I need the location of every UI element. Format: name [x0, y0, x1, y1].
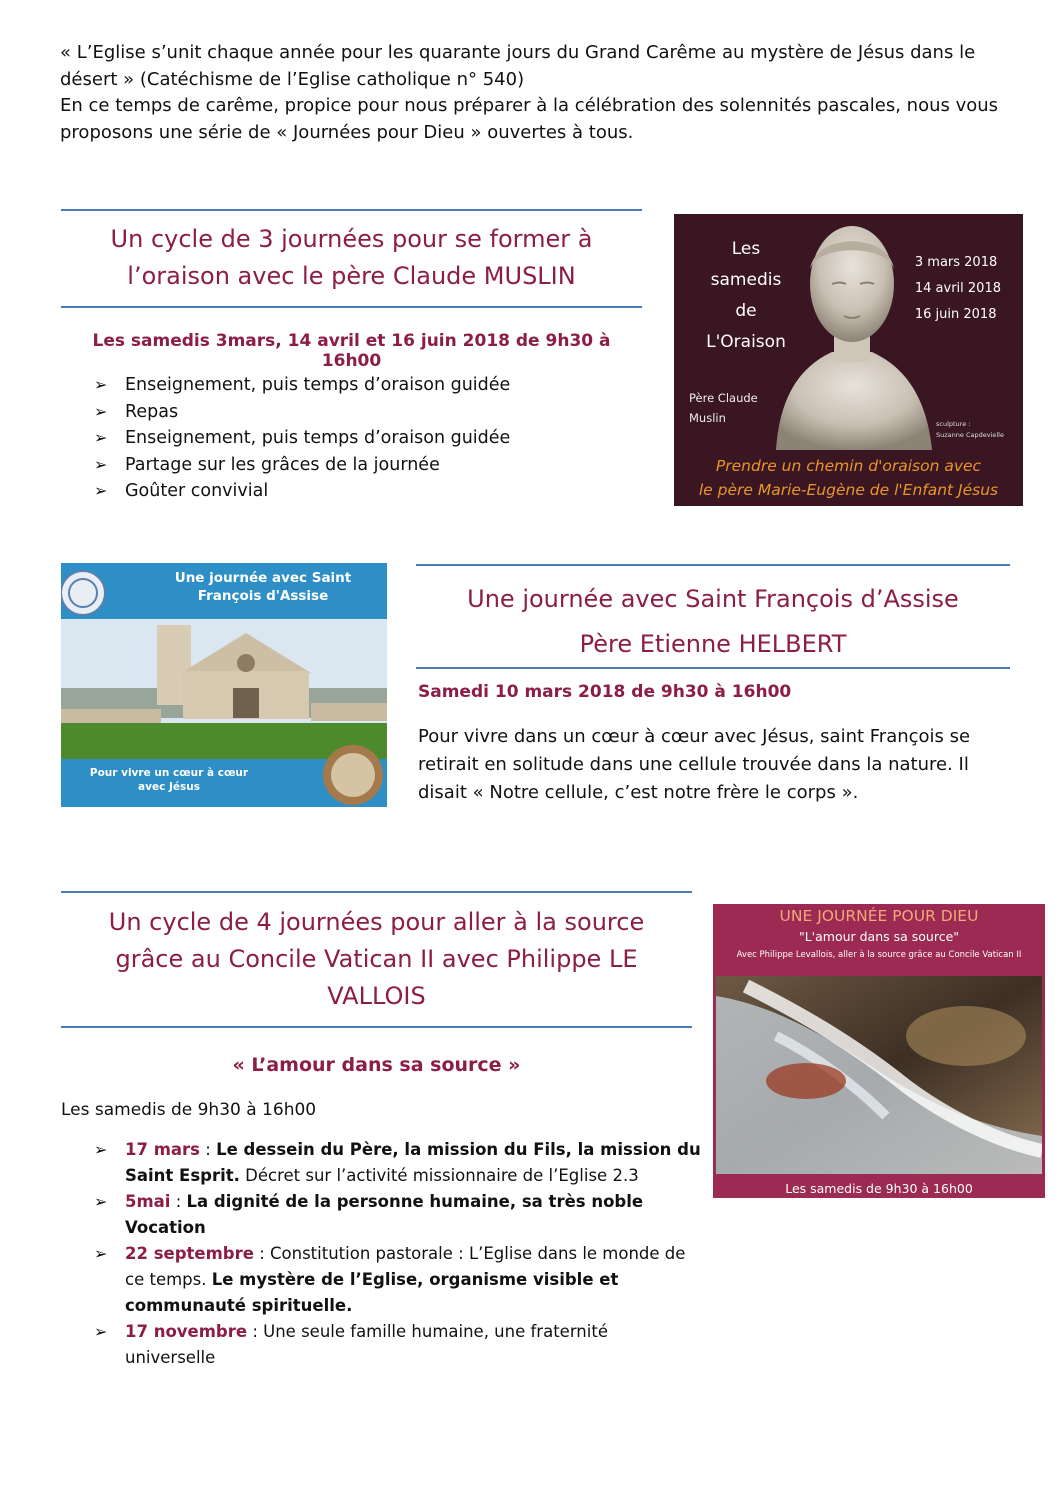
poster3-footer: Les samedis de 9h30 à 16h00	[785, 1181, 973, 1196]
section1-list	[61, 372, 661, 505]
item-sep: :	[247, 1322, 264, 1341]
assise-poster	[61, 563, 387, 807]
list-item	[61, 478, 661, 505]
poster2-bottom-line2: avec Jésus	[138, 781, 200, 793]
poster1-sculpture-credit	[936, 419, 1004, 441]
poster1-date: 16 juin 2018	[914, 307, 997, 322]
poster2-title	[156, 569, 370, 605]
list-item-text: Goûter convivial	[125, 481, 269, 501]
poster1-author	[689, 388, 758, 428]
item-text: Une seule famille humaine, une fraternité universelle	[125, 1322, 608, 1367]
item-bold: La dignité de la personne humaine, sa très noble Vocation	[125, 1192, 644, 1237]
section2-bottom-rule	[416, 667, 1010, 669]
section1-top-rule	[61, 209, 642, 211]
section3-subtitle: « L’amour dans sa source »	[232, 1054, 521, 1076]
poster2-bottom-text	[79, 766, 259, 794]
intro-proposal: En ce temps de carême, propice pour nous préparer à la célébration des solennités pascales, nous vous proposons une série de « Journées pour Dieu » ouvertes à tous.	[60, 95, 999, 143]
poster1-title-line: de	[735, 301, 757, 321]
list-item	[61, 399, 661, 426]
poster2-bottom-line1: Pour vivre un cœur à cœur	[89, 767, 249, 779]
item-date: 5mai	[125, 1192, 171, 1211]
list-item	[61, 452, 661, 479]
section2-title	[416, 577, 1010, 667]
poster1-caption-line2: le père Marie-Eugène de l'Enfant Jésus	[698, 481, 999, 499]
poster3-subtitle: "L'amour dans sa source"	[798, 929, 960, 944]
poster1-caption-line1: Prendre un chemin d'oraison avec	[715, 457, 982, 475]
section2-top-rule	[416, 564, 1010, 566]
section3-top-rule	[61, 891, 692, 893]
list-item	[61, 1137, 701, 1189]
section2-title-line1: Une journée avec Saint François d’Assise	[467, 585, 959, 613]
arrow-bullet-icon: ➢	[94, 1192, 108, 1211]
poster1-title-line: Les	[731, 239, 761, 259]
item-bold: Le mystère de l’Eglise, organisme visible et communauté spirituelle.	[125, 1270, 619, 1315]
poster1-title	[696, 234, 796, 358]
section3-title-line1: Un cycle de 4 journées pour aller à la source	[108, 908, 645, 936]
item-sep: :	[253, 1244, 271, 1263]
section3-title-line2: grâce au Concile Vatican II avec Philippe LE	[115, 945, 638, 973]
poster1-dates	[915, 250, 1001, 328]
poster3-title: UNE JOURNÉE POUR DIEU	[779, 907, 979, 925]
poster1-credit-line: Suzanne Capdevielle	[936, 431, 1004, 439]
section1-title-line1: Un cycle de 3 journées pour se former à	[110, 225, 593, 253]
intro-quote: « L’Eglise s’unit chaque année pour les quarante jours du Grand Carême au mystère de Jésus dans le désert » (Catéchisme de l’Eglise catholique n° 540)	[60, 42, 976, 90]
poster2-title-line1: Une journée avec Saint	[174, 570, 352, 586]
section1-title	[61, 221, 642, 295]
arrow-bullet-icon: ➢	[94, 428, 108, 447]
list-item	[61, 1319, 701, 1371]
section3-title	[61, 904, 692, 1015]
poster2-title-line2: François d'Assise	[197, 588, 329, 604]
poster1-author-line: Père Claude	[689, 391, 758, 405]
poster3-description: Avec Philippe Levallois, aller à la source grâce au Concile Vatican II	[736, 950, 1022, 960]
item-date: 17 mars	[125, 1140, 200, 1159]
poster1-date: 14 avril 2018	[914, 281, 1001, 296]
poster1-title-line: samedis	[710, 270, 782, 290]
item-sep: :	[170, 1192, 187, 1211]
item-text: Constitution pastorale : L’Eglise dans le monde de ce temps.	[125, 1244, 686, 1289]
water-stream-image	[716, 976, 1042, 1174]
intro-text	[60, 40, 1000, 146]
section1-bottom-rule	[61, 306, 642, 308]
list-item	[61, 1189, 701, 1241]
arrow-bullet-icon: ➢	[94, 1140, 108, 1159]
poster1-date: 3 mars 2018	[914, 255, 998, 270]
list-item-text: Partage sur les grâces de la journée	[125, 454, 440, 475]
poster1-caption	[674, 454, 1023, 502]
section3-title-line3: VALLOIS	[327, 982, 426, 1010]
list-item	[61, 372, 661, 399]
arrow-bullet-icon: ➢	[94, 1322, 108, 1341]
item-text: Décret sur l’activité missionnaire de l’Eglise 2.3	[239, 1166, 639, 1185]
source-poster	[713, 904, 1045, 1198]
arrow-bullet-icon: ➢	[94, 401, 108, 421]
list-item-text: Repas	[125, 401, 179, 422]
section1-title-line2: l’oraison avec le père Claude MUSLIN	[127, 262, 576, 290]
poster1-credit-line: sculpture :	[936, 420, 971, 428]
list-item	[61, 425, 661, 452]
arrow-bullet-icon: ➢	[94, 1244, 108, 1263]
section1-subtitle: Les samedis 3mars, 14 avril et 16 juin 2018 de 9h30 à 16h00	[92, 331, 611, 371]
section3-intro: Les samedis de 9h30 à 16h00	[61, 1100, 317, 1120]
section2-subtitle: Samedi 10 mars 2018 de 9h30 à 16h00	[418, 682, 792, 702]
item-date: 22 septembre	[125, 1244, 254, 1263]
arrow-bullet-icon: ➢	[94, 375, 108, 394]
list-item-text: Enseignement, puis temps d’oraison guidée	[125, 428, 511, 448]
section3-bottom-rule	[61, 1026, 692, 1028]
item-sep: :	[200, 1140, 217, 1159]
poster1-title-line: L'Oraison	[706, 332, 786, 352]
item-bold: Le dessein du Père, la mission du Fils, la mission du Saint Esprit.	[125, 1140, 701, 1185]
list-item-text: Enseignement, puis temps d’oraison guidée	[125, 375, 511, 395]
poster1-author-line: Muslin	[689, 411, 726, 425]
section2-title-line2: Père Etienne HELBERT	[579, 630, 847, 658]
section2-text: Pour vivre dans un cœur à cœur avec Jésus, saint François se retirait en solitude dans une cellule trouvée dans la nature. Il disait « Notre cellule, c’est notre frère le corps ».	[418, 726, 971, 803]
oraison-poster	[674, 214, 1023, 506]
arrow-bullet-icon: ➢	[94, 481, 108, 500]
section3-list	[61, 1137, 701, 1371]
arrow-bullet-icon: ➢	[94, 454, 108, 474]
item-date: 17 novembre	[125, 1322, 248, 1341]
list-item	[61, 1241, 701, 1319]
